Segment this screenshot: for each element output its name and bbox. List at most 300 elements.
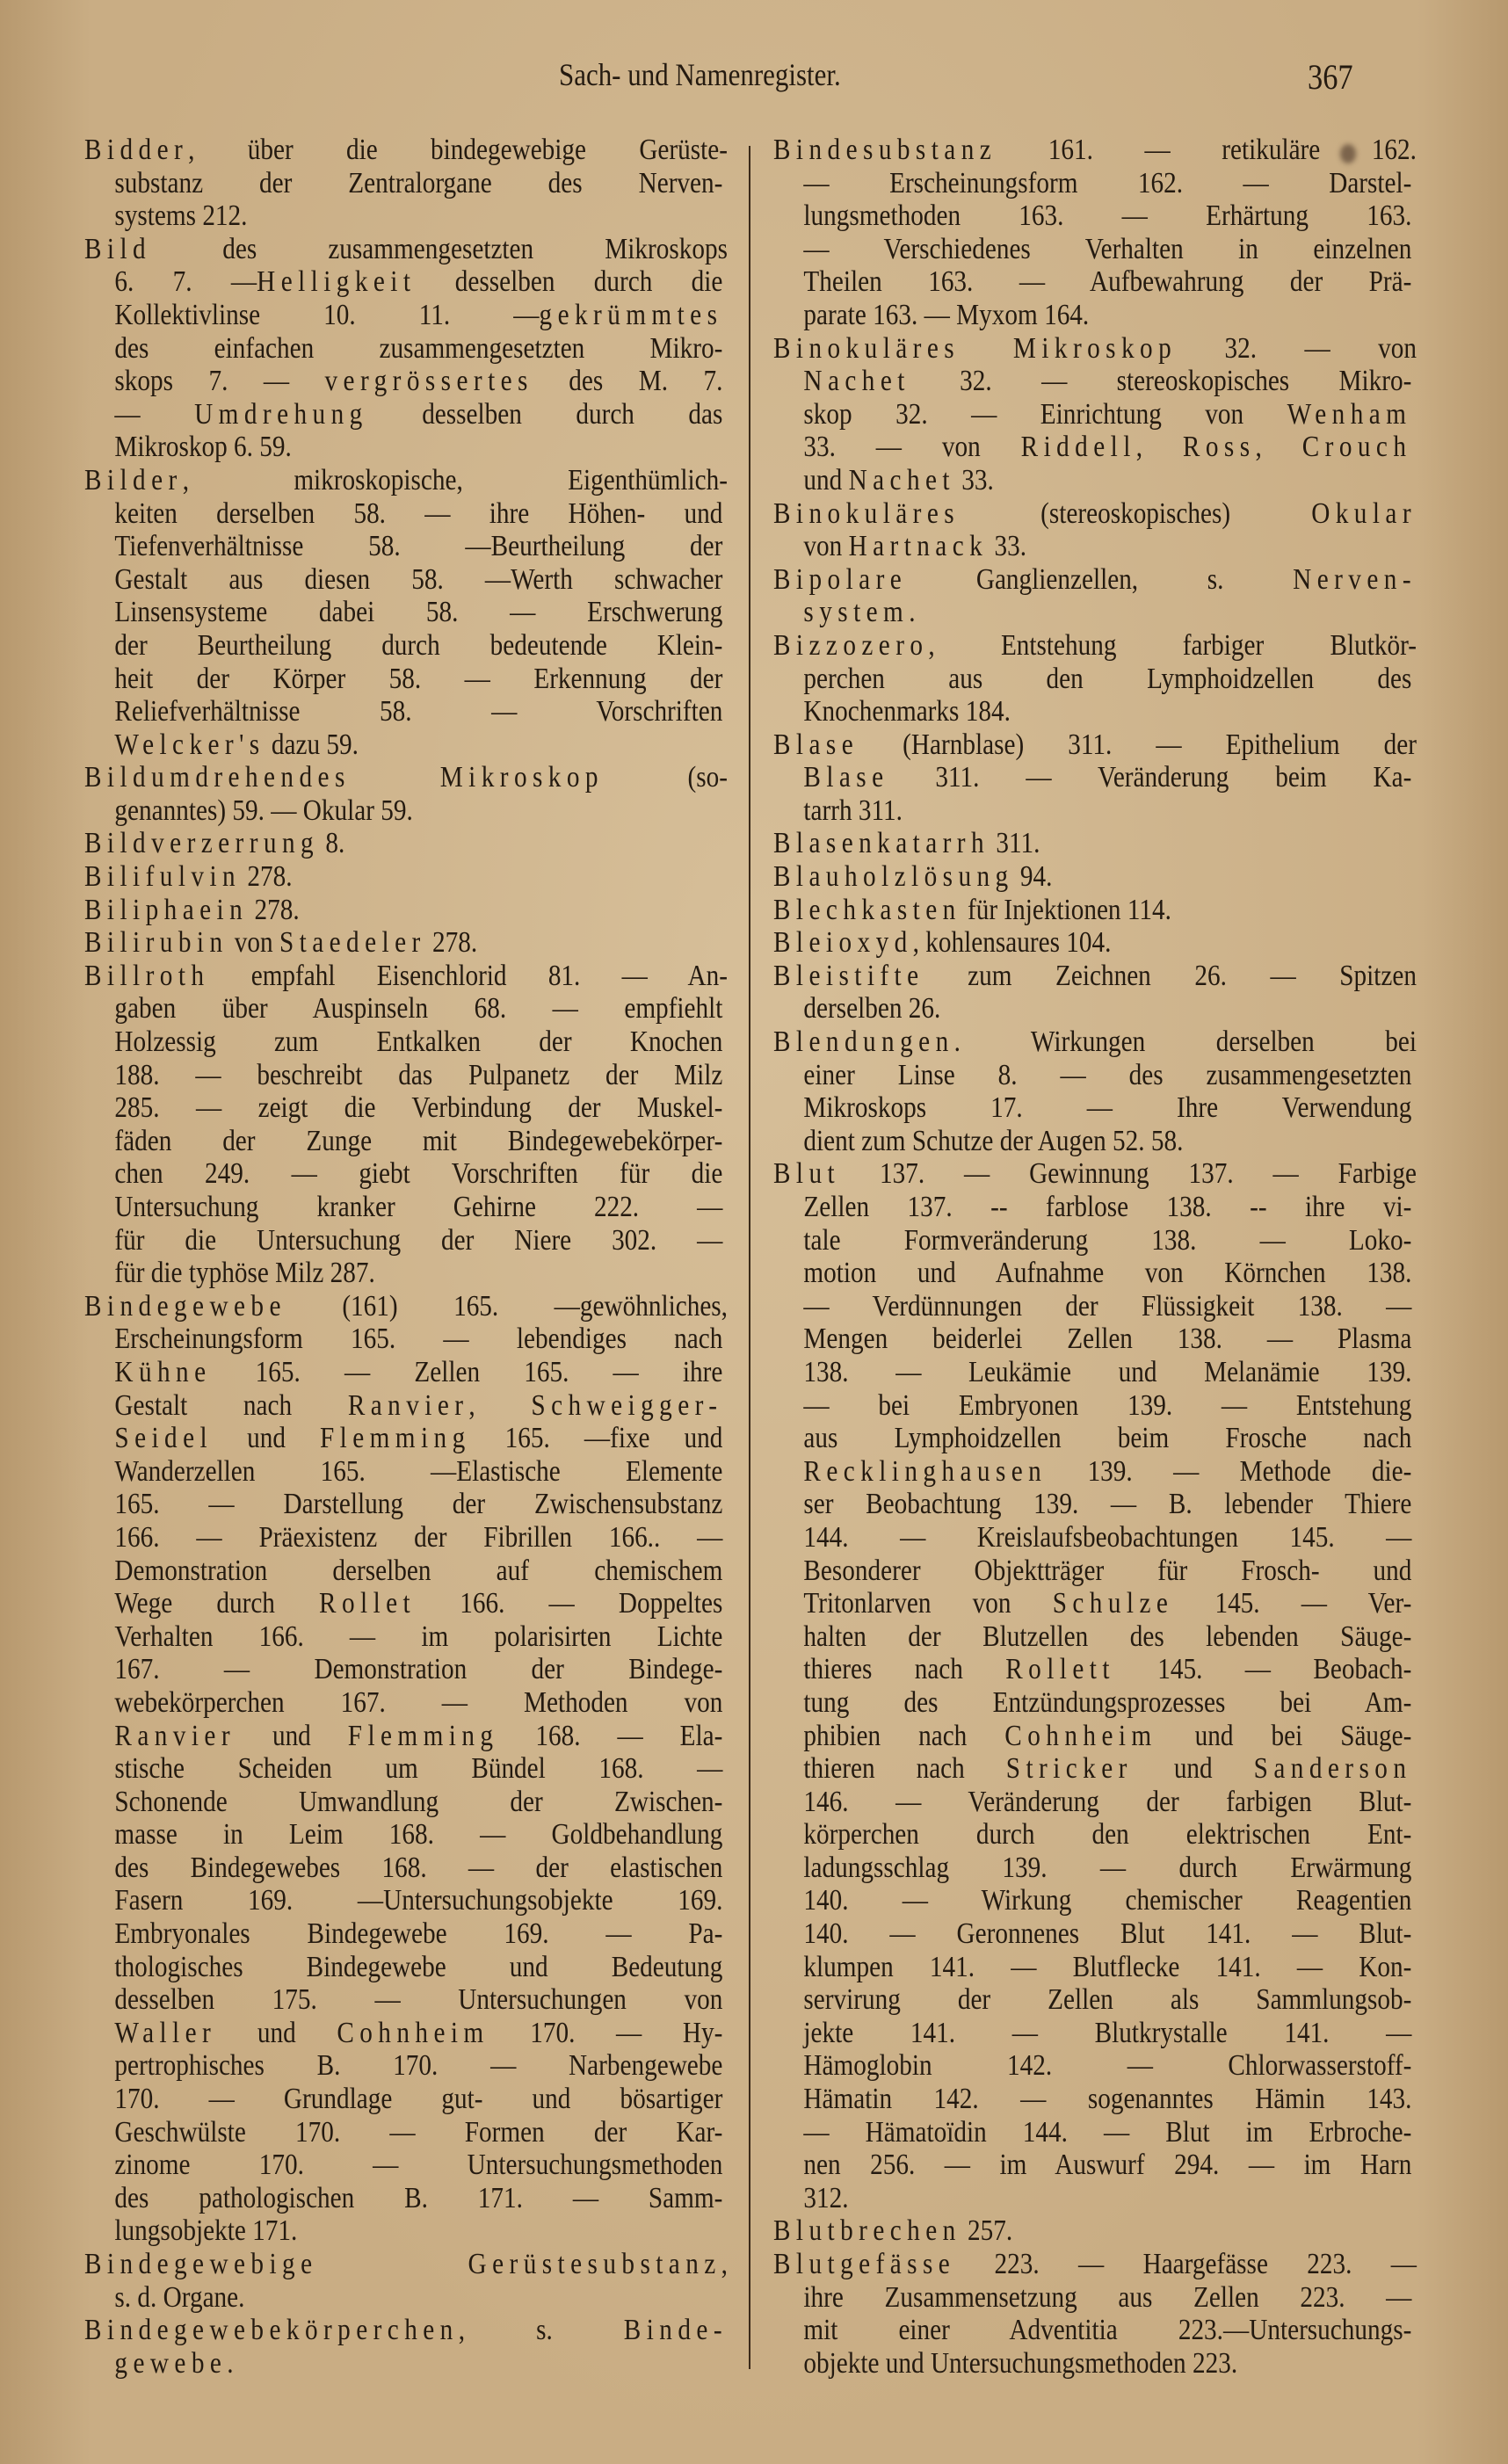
entry-continuation-line [773, 1257, 1411, 1290]
line-text: 140. — Geronnenes Blut 141. — Blut- [803, 1917, 1412, 1951]
line-text: Demonstration derselben auf chemischem [114, 1554, 723, 1587]
line-text: perchen aus den Lymphoidzellen des [803, 662, 1412, 695]
spaced-name: Bipolare [773, 562, 908, 596]
entry-headline [84, 761, 728, 794]
entry-continuation-line [84, 2116, 722, 2149]
spaced-name: Blasenkatarrh [773, 827, 990, 860]
spaced-name: Nerven- [1293, 562, 1417, 596]
index-entry [84, 233, 728, 464]
line-text: gaben über Auspinseln 68. — empfiehlt [114, 992, 723, 1025]
line-text: 257. [961, 2214, 1013, 2248]
entry-continuation-line [84, 365, 722, 398]
line-text: desselben 175. — Untersuchungen von [114, 1983, 723, 2017]
index-entry [84, 894, 728, 927]
entry-continuation-line [773, 1554, 1411, 1588]
line-text: und [216, 2016, 337, 2049]
entry-continuation-line [773, 2314, 1411, 2347]
entry-continuation-line [773, 2281, 1411, 2315]
line-text: — Hämatoïdin 144. — Blut im Erbroche- [803, 2115, 1412, 2149]
line-text: Besonderer Objektträger für Frosch- und [803, 1554, 1412, 1587]
entry-headline [773, 2248, 1417, 2281]
line-text: heit der Körper 58. — Erkennung der [114, 662, 723, 695]
line-text: — Verdünnungen der Flüssigkeit 138. — [803, 1289, 1412, 1323]
entry-continuation-line [84, 1951, 722, 1984]
spaced-name: Bindesubstanz [773, 134, 997, 166]
entry-continuation-line [84, 1191, 722, 1224]
line-text: . [227, 2346, 234, 2380]
entry-continuation-line [773, 1852, 1411, 1885]
line-text: Erscheinungsform 165. — lebendiges nach [114, 1323, 723, 1356]
line-text: desselben durch das [367, 397, 723, 431]
line-text: , [721, 2248, 728, 2280]
line-text: halten der Blutzellen des lebenden Säuge- [803, 1620, 1412, 1653]
entry-continuation-line [84, 2017, 722, 2050]
entry-continuation-line [84, 497, 722, 531]
spaced-name: Bindegewebe [84, 1289, 286, 1323]
line-text: Ganglienzellen, s. [907, 562, 1294, 596]
entry-continuation-line [773, 1422, 1411, 1455]
spaced-name: Blechkasten [773, 893, 961, 926]
entry-headline [773, 960, 1417, 993]
entry-headline [773, 1025, 1417, 1059]
spaced-name: Blut [773, 1157, 841, 1191]
line-text: und bei Säuge- [1156, 1719, 1412, 1752]
line-text: 139. — Methode die- [1047, 1454, 1412, 1488]
entry-headline [773, 134, 1417, 167]
entry-continuation-line [84, 2149, 722, 2182]
index-entry [773, 894, 1417, 927]
entry-continuation-line [773, 761, 1411, 794]
entry-continuation-line [773, 2116, 1411, 2149]
line-text: keiten derselben 58. — ihre Höhen- und [114, 496, 723, 530]
spaced-name: Hartnack [848, 530, 989, 563]
spaced-name: Bleistifte [773, 959, 924, 992]
spaced-name: Blauholzlösung [773, 860, 1014, 894]
line-text: ihre Zusammensetzung aus Zellen 223. — [803, 2280, 1412, 2314]
spaced-name: Helligkeit [257, 265, 417, 299]
line-text: webekörperchen 167. — Methoden von [114, 1685, 723, 1719]
entry-continuation-line [84, 794, 722, 828]
line-text: Wanderzellen 165. —Elastische Elemente [114, 1454, 723, 1488]
line-text: Embryonales Bindegewebe 169. — Pa- [114, 1917, 723, 1951]
line-text: stische Scheiden um Bündel 168. — [114, 1752, 723, 1786]
line-text: 311. — Veränderung beim Ka- [888, 761, 1412, 794]
line-text: desselben durch die [416, 265, 723, 299]
entry-continuation-line [84, 1157, 722, 1191]
entry-headline [84, 2248, 728, 2281]
spaced-name: Cohnheim [1004, 1719, 1157, 1752]
entry-continuation-line [773, 596, 1411, 629]
line-text: 278. [241, 860, 293, 894]
line-text: zinome 170. — Untersuchungsmethoden [114, 2149, 723, 2182]
line-text: nen 256. — im Auswurf 294. — im Harn [803, 2149, 1412, 2182]
index-entry [773, 134, 1417, 332]
line-text: 146. — Veränderung der farbigen Blut- [803, 1785, 1412, 1818]
entry-continuation-line [773, 1091, 1411, 1125]
spaced-name: Biliphaein [84, 893, 249, 926]
line-text: servirung der Zellen als Sammlungsob- [803, 1983, 1412, 2017]
index-entry [773, 960, 1417, 1025]
line-text: 166. — Doppeltes [416, 1587, 723, 1620]
line-text: 165. — Darstellung der Zwischensubstanz [114, 1488, 723, 1521]
entry-continuation-line [84, 1917, 722, 1951]
line-text: klumpen 141. — Blutflecke 141. — Kon- [803, 1950, 1412, 1983]
line-text: pertrophisches B. 170. — Narbengewebe [114, 2049, 723, 2083]
entry-continuation-line [84, 1257, 722, 1290]
entry-continuation-line [84, 1025, 722, 1059]
line-text: und [803, 463, 849, 496]
line-text: lungsobjekte 171. [114, 2214, 298, 2248]
entry-continuation-line [773, 1884, 1411, 1917]
entry-continuation-line [773, 2049, 1411, 2083]
entry-continuation-line [773, 1059, 1411, 1092]
line-text: 278. [425, 926, 478, 960]
entry-continuation-line [773, 464, 1411, 497]
line-text: 285. — zeigt die Verbindung der Muskel- [114, 1091, 723, 1125]
spaced-name: Riddell [1020, 431, 1136, 464]
entry-headline [773, 860, 1417, 894]
line-text: Zellen 137. -- farblose 138. -- ihre vi- [803, 1191, 1412, 1223]
spaced-name: Crouch [1301, 431, 1412, 464]
index-entry [773, 728, 1417, 828]
entry-continuation-line [84, 2083, 722, 2116]
line-text: , s. [458, 2314, 624, 2347]
line-text: 6. 7. — [114, 265, 257, 299]
entry-continuation-line [84, 530, 722, 563]
spaced-name: Kühne [114, 1355, 212, 1388]
entry-continuation-line [84, 167, 722, 200]
line-text: tung des Entzündungsprozesses bei Am- [803, 1685, 1412, 1719]
entry-continuation-line [84, 1224, 722, 1257]
line-text: Tritonlarven von [803, 1587, 1053, 1620]
index-entry [84, 1290, 728, 2248]
entry-headline [84, 894, 728, 927]
line-text: für Injektionen 114. [961, 893, 1171, 926]
entry-headline [773, 1157, 1417, 1191]
spaced-name: Wenham [1287, 397, 1412, 431]
line-text: von [803, 530, 849, 563]
line-text: systems 212. [114, 199, 248, 233]
entry-continuation-line [773, 1323, 1411, 1356]
line-text: tale Formveränderung 138. — Loko- [803, 1223, 1412, 1257]
line-text: Mikroskops 17. — Ihre Verwendung [803, 1091, 1412, 1125]
running-head [0, 56, 1508, 100]
spaced-name: system [803, 596, 910, 629]
column-divider [749, 146, 750, 2369]
entry-continuation-line [773, 167, 1411, 200]
line-text: 166. — Präexistenz der Fibrillen 166.. — [114, 1520, 723, 1554]
line-text: motion und Aufnahme von Körnchen 138. [803, 1257, 1412, 1290]
index-entry [773, 1025, 1417, 1157]
entry-continuation-line [84, 1818, 722, 1852]
spaced-name: Bizzozero [773, 628, 929, 662]
entry-continuation-line [84, 1720, 722, 1753]
entry-continuation-line [773, 1951, 1411, 1984]
line-text: Hämoglobin 142. — Chlorwasserstoff- [803, 2049, 1412, 2083]
line-text: Tiefenverhältnisse 58. —Beurtheilung der [114, 530, 723, 563]
index-entry [84, 134, 728, 233]
entry-headline [84, 926, 728, 960]
spaced-name: Binde- [623, 2314, 728, 2347]
entry-continuation-line [773, 530, 1411, 563]
entry-continuation-line [84, 265, 722, 299]
spaced-name: Nachet [803, 365, 910, 398]
entry-continuation-line [773, 1686, 1411, 1720]
spaced-name: Blendungen [773, 1025, 954, 1059]
line-text: und [236, 1719, 348, 1752]
line-text: derselben 26. [803, 992, 941, 1025]
entry-headline [773, 629, 1417, 663]
line-text: objekte und Untersuchungsmethoden 223. [803, 2346, 1238, 2380]
line-text: Mengen beiderlei Zellen 138. — Plasma [803, 1323, 1412, 1356]
index-entry [84, 926, 728, 960]
entry-headline [773, 894, 1417, 927]
spaced-name: Blutgefässe [773, 2248, 956, 2280]
index-entry [84, 2248, 728, 2314]
line-text: 137. — Gewinnung 137. — Farbige [840, 1157, 1417, 1191]
entry-continuation-line [84, 1059, 722, 1092]
entry-continuation-line [84, 1455, 722, 1489]
line-text: des Bindegewebes 168. — der elastischen [114, 1851, 723, 1884]
line-text: einer Linse 8. — des zusammengesetzten [803, 1058, 1412, 1091]
line-text: 32. — von [1177, 331, 1417, 365]
entry-continuation-line [773, 1786, 1411, 1819]
line-text: 33. — von [803, 431, 1021, 464]
spaced-name: Rollett [1005, 1653, 1115, 1686]
line-text: 94. [1013, 860, 1053, 894]
entry-continuation-line [84, 1653, 722, 1686]
line-text: mit einer Adventitia 223.—Untersuchungs- [803, 2314, 1412, 2347]
line-text: 223. — Haargefässe 223. — [955, 2248, 1417, 2280]
spaced-name: Bindegewebige Gerüstesubstanz [84, 2248, 721, 2280]
spaced-name: vergrössertes [324, 365, 533, 398]
entry-continuation-line [773, 2182, 1411, 2215]
line-text: aus Lymphoidzellen beim Frosche nach [803, 1422, 1412, 1455]
entry-continuation-line [773, 794, 1411, 828]
entry-continuation-line [773, 1389, 1411, 1423]
line-text: 32. — stereoskopisches Mikro- [910, 365, 1412, 398]
spaced-name: Bildumdrehendes Mikroskop [84, 761, 604, 794]
index-entry [84, 2314, 728, 2380]
index-entry [773, 2248, 1417, 2380]
line-text: körperchen durch den elektrischen Ent- [803, 1818, 1412, 1852]
line-text: (161) 165. —gewöhnliches, [286, 1289, 728, 1323]
entry-continuation-line [773, 1290, 1411, 1323]
entry-headline [84, 464, 728, 497]
line-text: genanntes) 59. — Okular 59. [114, 794, 413, 827]
entry-continuation-line [84, 1521, 722, 1554]
index-entry [773, 2214, 1417, 2248]
entry-continuation-line [773, 992, 1411, 1025]
entry-continuation-line [773, 1983, 1411, 2017]
index-entry [84, 960, 728, 1290]
spaced-name: Bidder [84, 134, 189, 166]
entry-continuation-line [773, 1488, 1411, 1521]
entry-continuation-line [84, 695, 722, 728]
spaced-name: Flemming [347, 1719, 499, 1752]
entry-continuation-line [773, 2083, 1411, 2116]
line-text: thologisches Bindegewebe und Bedeutung [114, 1950, 723, 1983]
index-entry [84, 761, 728, 827]
entry-continuation-line [84, 1125, 722, 1158]
line-text: Mikroskop 6. 59. [114, 431, 292, 464]
spaced-name: Bleioxyd [773, 926, 913, 960]
line-text: Gestalt aus diesen 58. —Werth schwacher [114, 562, 723, 596]
entry-continuation-line [84, 431, 722, 464]
entry-continuation-line [84, 1587, 722, 1620]
entry-headline [773, 728, 1417, 762]
line-text: Gestalt nach [114, 1388, 348, 1422]
line-text: 168. — Ela- [498, 1719, 723, 1752]
entry-headline [84, 960, 728, 993]
spaced-name: Seidel [114, 1422, 214, 1455]
line-text: (so- [603, 761, 728, 794]
spaced-name: Recklinghausen [803, 1454, 1048, 1488]
line-text: Schonende Umwandlung der Zwischen- [114, 1785, 723, 1818]
line-text: , [1135, 431, 1183, 464]
entry-continuation-line [84, 563, 722, 597]
line-text: 167. — Demonstration der Bindege- [114, 1653, 723, 1686]
entry-headline [773, 827, 1417, 860]
line-text: und [213, 1422, 320, 1455]
entry-continuation-line [773, 1224, 1411, 1257]
line-text: skops 7. — [114, 365, 325, 398]
index-entry [773, 1157, 1417, 2214]
index-entry [773, 563, 1417, 629]
index-entry [773, 926, 1417, 960]
entry-continuation-line [773, 1917, 1411, 1951]
line-text: 33. [954, 463, 994, 496]
line-text: ser Beobachtung 139. — B. lebender Thiere [803, 1488, 1412, 1521]
entry-continuation-line [84, 1852, 722, 1885]
line-text: (stereoskopisches) [960, 496, 1312, 530]
line-text: ladungsschlag 139. — durch Erwärmung [803, 1851, 1412, 1884]
line-text: 140. — Wirkung chemischer Reagentien [803, 1884, 1412, 1917]
entry-continuation-line [84, 1488, 722, 1521]
line-text: , Entstehung farbiger Blutkör- [928, 628, 1417, 662]
spaced-name: Waller [114, 2016, 217, 2049]
entry-continuation-line [773, 1455, 1411, 1489]
line-text: 161. — retikuläre 162. [997, 134, 1417, 166]
index-entry [773, 860, 1417, 894]
line-text: 165. —fixe und [470, 1422, 723, 1455]
index-column-left [84, 134, 728, 2380]
spaced-name: Billroth [84, 959, 210, 992]
line-text: der Beurtheilung durch bedeutende Klein- [114, 628, 723, 662]
line-text: masse in Leim 168. — Goldbehandlung [114, 1818, 723, 1852]
spaced-name: Blase [803, 761, 889, 794]
entry-continuation-line [84, 1884, 722, 1917]
entry-continuation-line [84, 2347, 722, 2381]
line-text: jekte 141. — Blutkrystalle 141. — [803, 2016, 1412, 2049]
line-text: Untersuchung kranker Gehirne 222. — [114, 1191, 723, 1223]
spaced-name: Binokuläres [773, 496, 961, 530]
spaced-name: Staedeler [279, 926, 426, 960]
index-entry [84, 464, 728, 761]
spaced-name: gewebe [114, 2346, 228, 2380]
line-text: , kohlensaures 104. [912, 926, 1112, 960]
line-text: Theilen 163. — Aufbewahrung der Prä- [803, 265, 1412, 299]
entry-continuation-line [84, 1323, 722, 1356]
entry-continuation-line [84, 1983, 722, 2017]
index-entry [84, 860, 728, 894]
line-text: substanz der Zentralorgane des Nerven- [114, 166, 723, 199]
line-text: 165. — Zellen 165. — ihre [211, 1355, 723, 1388]
line-text: 33. [988, 530, 1027, 563]
line-text: thieren nach [803, 1752, 1006, 1786]
line-text: 170. — Hy- [489, 2016, 723, 2049]
entry-continuation-line [84, 596, 722, 629]
spaced-name: Bild [84, 232, 152, 265]
entry-continuation-line [773, 1818, 1411, 1852]
entry-continuation-line [773, 2017, 1411, 2050]
line-text: Kollektivlinse 10. 11. — [114, 298, 540, 331]
line-text: , mikroskopische, Eigenthümlich- [182, 463, 728, 496]
spaced-name: Schulze [1052, 1587, 1174, 1620]
spaced-name: Nachet [848, 463, 955, 496]
entry-continuation-line [773, 1587, 1411, 1620]
entry-continuation-line [84, 398, 722, 431]
entry-headline [84, 2314, 728, 2347]
line-text: 144. — Kreislaufsbeobachtungen 145. — [803, 1520, 1412, 1554]
entry-continuation-line [773, 2149, 1411, 2182]
line-text: des zusammengesetzten Mikroskops [151, 232, 728, 265]
entry-continuation-line [84, 1389, 722, 1423]
spaced-name: Stricker [1005, 1752, 1133, 1786]
line-text: von [228, 926, 279, 960]
entry-continuation-line [84, 728, 722, 762]
line-text: zum Zeichnen 26. — Spitzen [924, 959, 1417, 992]
entry-continuation-line [773, 1356, 1411, 1389]
spaced-name: Ranvier [114, 1719, 236, 1752]
line-text: — [114, 397, 195, 431]
line-text: 311. [990, 827, 1040, 860]
spaced-name: Rollet [319, 1587, 417, 1620]
spaced-name: Bindegewebekörperchen [84, 2314, 459, 2347]
entry-continuation-line [84, 2214, 722, 2248]
entry-continuation-line [84, 2182, 722, 2215]
entry-continuation-line [773, 1720, 1411, 1753]
spaced-name: Schweigger- [531, 1388, 723, 1422]
line-text: Fasern 169. —Untersuchungsobjekte 169. [114, 1884, 723, 1917]
spaced-name: Blase [773, 728, 859, 761]
line-text: 278. [248, 893, 300, 926]
spaced-name: Bildverzerrung [84, 827, 320, 860]
index-column-right [773, 134, 1417, 2380]
spaced-name: Okular [1311, 496, 1417, 530]
spaced-name: Blutbrechen [773, 2214, 961, 2248]
line-text: fäden der Zunge mit Bindegewebekörper- [114, 1124, 723, 1157]
line-text: lungsmethoden 163. — Erhärtung 163. [803, 199, 1412, 233]
spaced-name: Flemming [319, 1422, 471, 1455]
spaced-name: Bilirubin [84, 926, 228, 960]
line-text: (Harnblase) 311. — Epithelium der [859, 728, 1417, 761]
index-entry [773, 629, 1417, 728]
entry-headline [773, 563, 1417, 597]
line-text: des einfachen zusammengesetzten Mikro- [114, 331, 723, 365]
line-text: für die Untersuchung der Niere 302. — [114, 1223, 723, 1257]
spaced-name: Cohnheim [337, 2016, 489, 2049]
entry-continuation-line [84, 2281, 722, 2315]
running-title: Sach- und Namenregister. [559, 57, 841, 92]
entry-continuation-line [84, 1091, 722, 1125]
line-text: Reliefverhältnisse 58. — Vorschriften [114, 695, 723, 728]
entry-continuation-line [84, 2049, 722, 2083]
line-text: Knochenmarks 184. [803, 695, 1011, 728]
line-text: parate 163. — Myxom 164. [803, 298, 1090, 331]
line-text: des pathologischen B. 171. — Samm- [114, 2181, 723, 2214]
page-number: 367 [1308, 57, 1353, 97]
